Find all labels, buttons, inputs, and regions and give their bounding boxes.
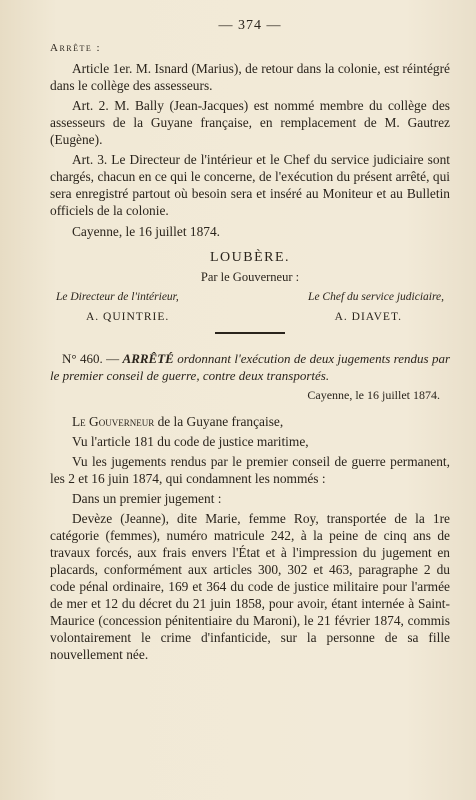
first-judgment-label: Dans un premier jugement : [72,491,222,506]
signatory-titles [50,291,450,303]
notice-number: N° 460. — [62,351,120,366]
page-number: — 374 — [218,18,282,33]
section-divider [215,332,285,334]
right-signatory-name: A. DIAVET. [334,311,402,323]
signatory-names [50,311,450,323]
gouverneur-prefix: Le Gouverneur [72,414,155,429]
vu-article: Vu l'article 181 du code de justice maritime, [72,434,309,449]
notice-description: ordonnant l'exécution de deux jugements rendus par le premier conseil de guerre, contre deux transportés. [50,351,451,383]
article-1: Article 1er. M. Isnard (Marius), de retour dans la colonie, est réintégré dans le collège des assesseurs. [50,61,450,93]
article-3: Art. 3. Le Directeur de l'intérieur et le Chef du service judiciaire sont chargés, chacun en ce qui le concerne, de l'exécution du présent arrêté, qui sera enregistré partout où besoin sera et inséré au Moniteur et au Bulletin officiels de la colonie. [50,152,450,218]
governor-signature: LOUBÈRE. [209,250,291,265]
vu-jugements: Vu les jugements rendus par le premier conseil de guerre permanent, les 2 et 16 juin 1874, qui condamnent les nommés : [50,454,450,486]
notice-date: Cayenne, le 16 juillet 1874. [307,388,440,402]
article-2: Art. 2. M. Bally (Jean-Jacques) est nommé membre du collège des assesseurs de la Guyane française, en remplacement de M. Gautrez (Eugène). [50,98,450,147]
deveze-judgment: Devèze (Jeanne), dite Marie, femme Roy, transportée de la 1re catégorie (femmes), numéro matricule 242, à la peine de cinq ans de travaux forcés, aux frais envers l'État et à l'impression du jugement en placards, conformément aux articles 300, 302 et 463, paragraphe 2 du code pénal ordinaire, 169 et 364 du code de justice militaire pour l'armée de mer et 12 du décret du 21 juin 1858, pour avoir, étant internée à Saint-Maurice (concession pénitentiaire du Maroni), le 21 février 1874, commis volontairement le crime d'infanticide, sur la personne de sa fille nouvellement née. [50,511,450,662]
par-le-gouverneur: Par le Gouverneur : [200,270,300,284]
gouverneur-rest: de la Guyane française, [157,414,284,429]
place-date: Cayenne, le 16 juillet 1874. [72,224,221,239]
notice-title [50,350,450,384]
left-signatory-name: A. QUINTRIE. [86,311,170,323]
gouverneur-line [50,413,450,430]
notice-keyword: ARRÊTÉ [122,351,174,366]
left-signatory-title: Le Directeur de l'intérieur, [56,291,179,303]
arrete-heading: Arrête : [50,42,102,54]
right-signatory-title: Le Chef du service judiciaire, [308,291,444,303]
